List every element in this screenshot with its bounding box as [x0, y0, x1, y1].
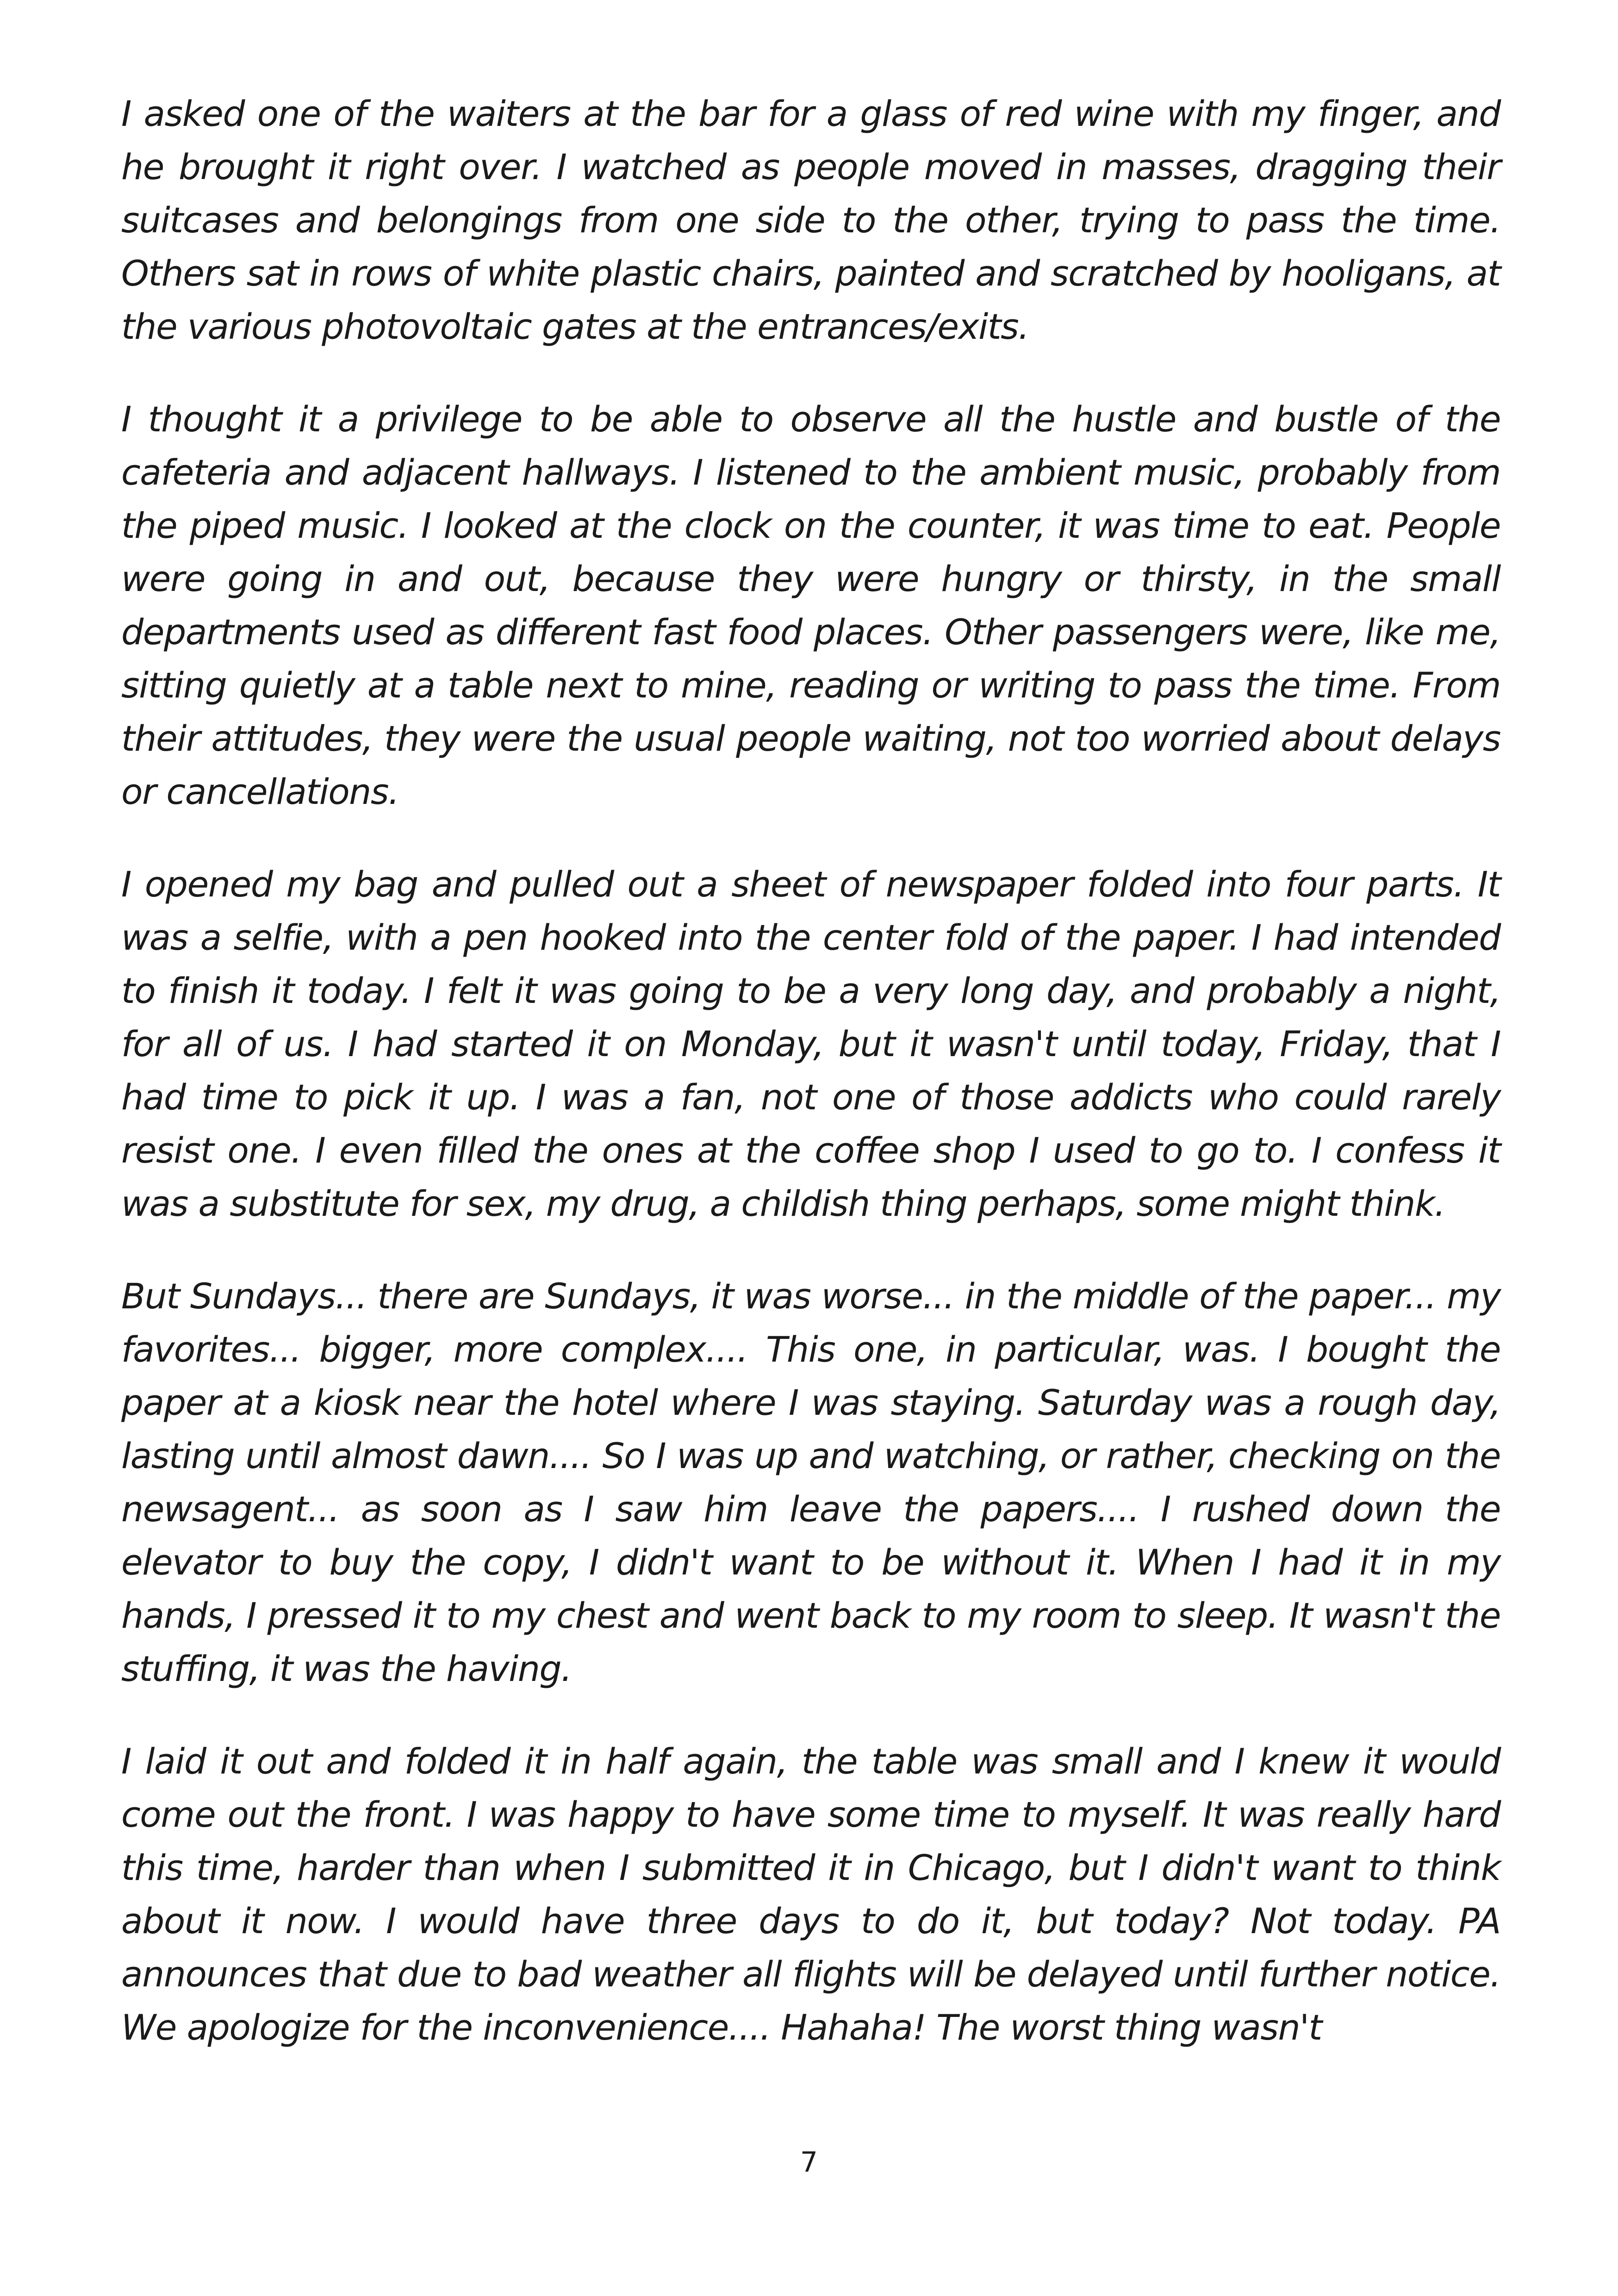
page-number: 7 [800, 2146, 818, 2178]
paragraph-2: I thought it a privilege to be able to observe all the hustle and bustle of the cafeteria and adjacent hallways. I listened to the ambient music, probably from the piped music. I looked at the clock on the counter, it was time to eat. People were going in and out, because they were hungry or thirsty, in the small departments used as different fast food places. Other passengers were, like me, sitting quietly at a table next to mine, reading or writing to pass the time. From their attitudes, they were the usual people waiting, not too worried about delays or cancellations. [121, 398, 1500, 812]
paragraph-1: I asked one of the waiters at the bar for a glass of red wine with my finger, and he brought it right over. I watched as people moved in masses, dragging their suitcases and belongings from one side to the other, trying to pass the time. Others sat in rows of white plastic chairs, painted and scratched by hooligans, at the various photovoltaic gates at the entrances/exits. [121, 93, 1500, 347]
paragraph-5: I laid it out and folded it in half again, the table was small and I knew it would come out the front. I was happy to have some time to myself. It was really hard this time, harder than when I submitted it in Chicago, but I didn't want to think about it now. I would have three days to do it, but today? Not today. PA announces that due to bad weather all flights will be delayed until further notice. We apologize for the inconvenience.... Hahaha! The worst thing wasn't [121, 1741, 1500, 2048]
body-text [121, 87, 1500, 2054]
paragraph-4: But Sundays... there are Sundays, it was worse... in the middle of the paper... my favorites... bigger, more complex.... This one, in particular, was. I bought the paper at a kiosk near the hotel where I was staying. Saturday was a rough day, lasting until almost dawn.... So I was up and watching, or rather, checking on the newsagent... as soon as I saw him leave the papers.... I rushed down the elevator to buy the copy, I didn't want to be without it. When I had it in my hands, I pressed it to my chest and went back to my room to sleep. It wasn't the stuffing, it was the having. [121, 1276, 1500, 1689]
paragraph-3: I opened my bag and pulled out a sheet of newspaper folded into four parts. It was a selfie, with a pen hooked into the center fold of the paper. I had intended to finish it today. I felt it was going to be a very long day, and probably a night, for all of us. I had started it on Monday, but it wasn't until today, Friday, that I had time to pick it up. I was a fan, not one of those addicts who could rarely resist one. I even filled the ones at the coffee shop I used to go to. I confess it was a substitute for sex, my drug, a childish thing perhaps, some might think. [121, 864, 1500, 1224]
